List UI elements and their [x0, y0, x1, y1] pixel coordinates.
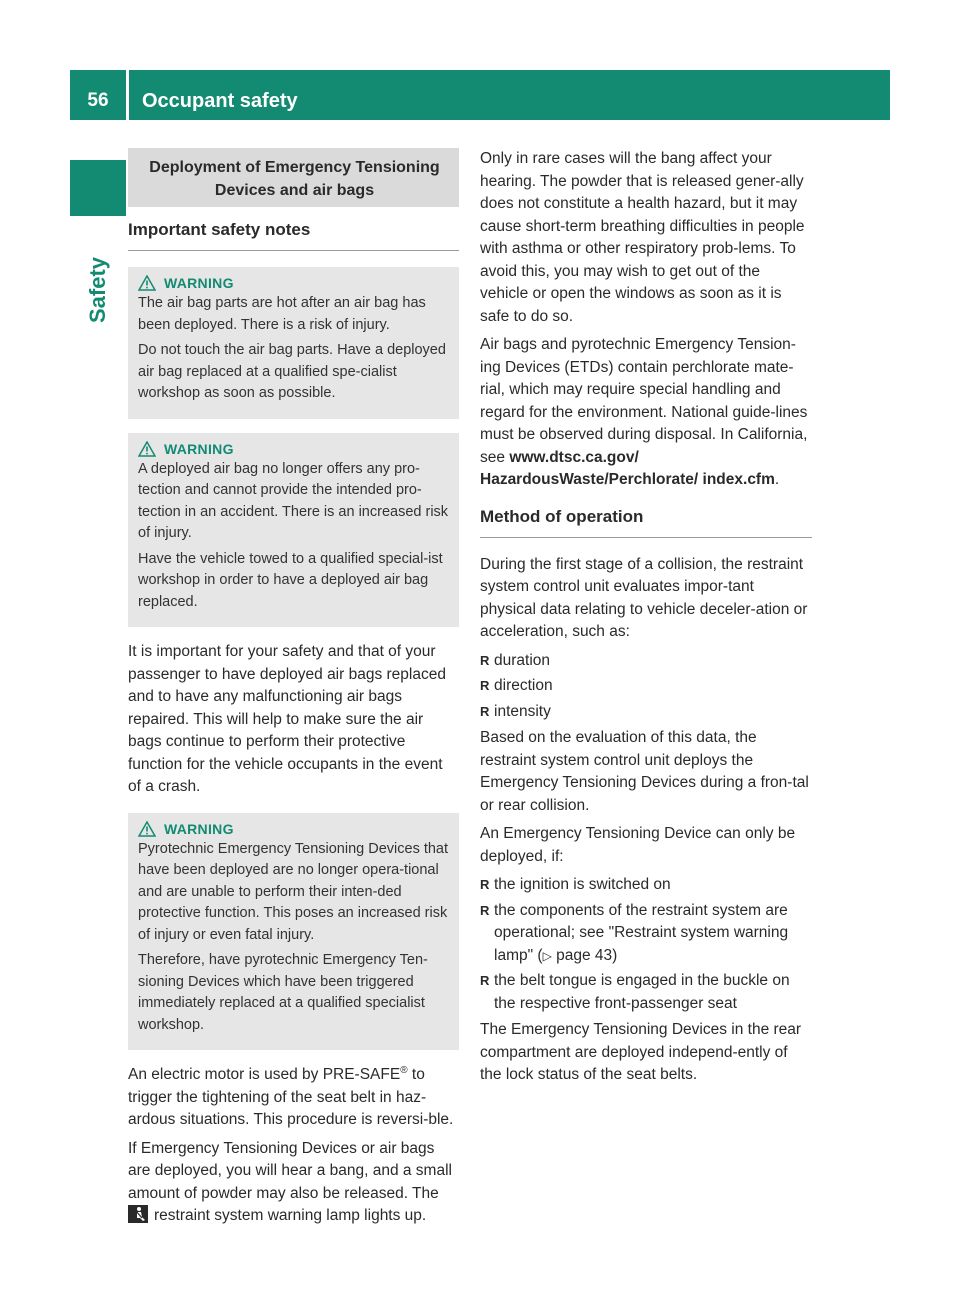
chapter-heading: Deployment of Emergency Tensioning Devices and air bags: [128, 148, 459, 207]
warning-text: Therefore, have pyrotechnic Emergency Ten-sioning Devices which have been triggered immediately replaced at a qualified specialist workshop.: [138, 952, 428, 1033]
warning-box: [128, 267, 459, 419]
seat-belt-warning-lamp-icon: [128, 1205, 148, 1223]
warning-triangle-icon: [138, 821, 156, 837]
side-tab-block: [70, 160, 126, 216]
list-item-text: [494, 900, 812, 968]
bullet-icon: R: [480, 877, 490, 892]
list-item: [480, 650, 812, 673]
bullet-list: [480, 650, 812, 724]
text-run: to trigger the tightening of the seat belt in haz-ardous situations. This procedure is reversi-ble.: [128, 1066, 454, 1128]
header-divider: [126, 70, 129, 120]
warning-text: The air bag parts are hot after an air bag has been deployed. There is a risk of injury.: [138, 295, 426, 333]
list-item: [480, 701, 812, 724]
body-paragraph: Based on the evaluation of this data, the restraint system control unit deploys the Emergency Tensioning Devices during a fron-tal or rear collision.: [480, 729, 809, 814]
right-column: [480, 148, 812, 1093]
subheading-method: Method of operation: [480, 506, 812, 538]
body-paragraph: [480, 334, 812, 492]
list-item-text: direction: [494, 677, 553, 694]
body-paragraph: It is important for your safety and that of your passenger to have deployed air bags replaced and to have any malfunctioning air bags repaired. This will help to make sure the air bags continue to perform their protective function for the vehicle occupants in the event of a crash.: [128, 643, 446, 795]
warning-text: Do not touch the air bag parts. Have a deployed air bag replaced at a qualified spe-cialist workshop as soon as possible.: [138, 342, 446, 401]
warning-label: WARNING: [164, 275, 234, 291]
left-column: [128, 148, 459, 1234]
bullet-icon: R: [480, 652, 490, 668]
warning-text: Have the vehicle towed to a qualified special-ist workshop in order to have a deployed air bag replaced.: [138, 550, 443, 610]
page-number: 56: [87, 90, 109, 111]
perchlorate-link[interactable]: www.dtsc.ca.gov/ HazardousWaste/Perchlorate/ index.cfm: [480, 448, 775, 488]
text-run: .: [774, 471, 780, 488]
warning-text: Pyrotechnic Emergency Tensioning Devices that have been deployed are no longer opera-tional and are unable to perform their inten-ded protective function. This poses an increased risk of injury or even fatal injury.: [138, 840, 449, 943]
bullet-icon: R: [480, 973, 490, 988]
warning-text: A deployed air bag no longer offers any pro-tection and cannot provide the intended pro-tection in an accident. There is an increased risk of injury.: [138, 460, 449, 541]
text-run: An electric motor is used by PRE-SAFE: [128, 1066, 401, 1083]
body-paragraph: [128, 1064, 459, 1132]
side-label: Safety: [85, 256, 110, 324]
text-run: If Emergency Tensioning Devices or air bags are deployed, you will hear a bang, and a small amount of powder may also be released. The: [128, 1139, 452, 1202]
list-item: [480, 900, 812, 968]
body-paragraph: An Emergency Tensioning Device can only be deployed, if:: [480, 825, 796, 865]
bullet-icon: R: [480, 902, 490, 918]
text-run: Air bags and pyrotechnic Emergency Tension-ing Devices (ETDs) contain perchlorate mate-rial, which may require special handling and regard for the environment. National guide-lines must be observed during disposal. In California, see: [480, 336, 808, 466]
list-item-text: the belt tongue is engaged in the buckle on the respective front-passenger seat: [494, 972, 790, 1012]
subheading-safety-notes: Important safety notes: [128, 219, 459, 251]
warning-triangle-icon: [138, 275, 156, 291]
warning-label: WARNING: [164, 440, 234, 457]
warning-box: [128, 433, 459, 628]
registered-mark: ®: [400, 1064, 408, 1076]
section-title: Occupant safety: [142, 90, 298, 112]
list-item-text: duration: [494, 651, 551, 669]
body-paragraph: During the first stage of a collision, the restraint system control unit evaluates impor-tant physical data relating to vehicle deceler-ation or acceleration, such as:: [480, 555, 808, 640]
warning-label: WARNING: [164, 820, 234, 837]
body-paragraph: Only in rare cases will the bang affect your hearing. The powder that is released gener-ally does not constitute a health hazard, but it may cause short-term breathing difficulties in people with asthma or other respiratory prob-lems. To avoid this, you may wish to get out of the vehicle or open the windows as soon as it is safe to do so.: [480, 150, 805, 325]
list-item: [480, 970, 812, 1015]
page-ref-arrow-icon: ▷: [542, 948, 552, 963]
text-run: the components of the restraint system are operational; see "Restraint system warning lamp" (: [494, 901, 789, 964]
body-paragraph: The Emergency Tensioning Devices in the rear compartment are deployed independ-ently of the lock status of the seat belts.: [480, 1021, 802, 1083]
text-run: restraint system warning lamp lights up.: [154, 1207, 427, 1224]
warning-box: [128, 813, 459, 1051]
list-item: [480, 675, 812, 698]
bullet-icon: R: [480, 703, 490, 719]
list-item-text: intensity: [494, 702, 551, 720]
list-item: [480, 874, 812, 897]
bullet-list: [480, 874, 812, 1015]
warning-triangle-icon: [138, 441, 156, 457]
list-item-text: the ignition is switched on: [494, 876, 671, 893]
body-paragraph: [128, 1138, 459, 1228]
page-reference-link[interactable]: page 43): [556, 946, 618, 964]
bullet-icon: R: [480, 678, 490, 693]
